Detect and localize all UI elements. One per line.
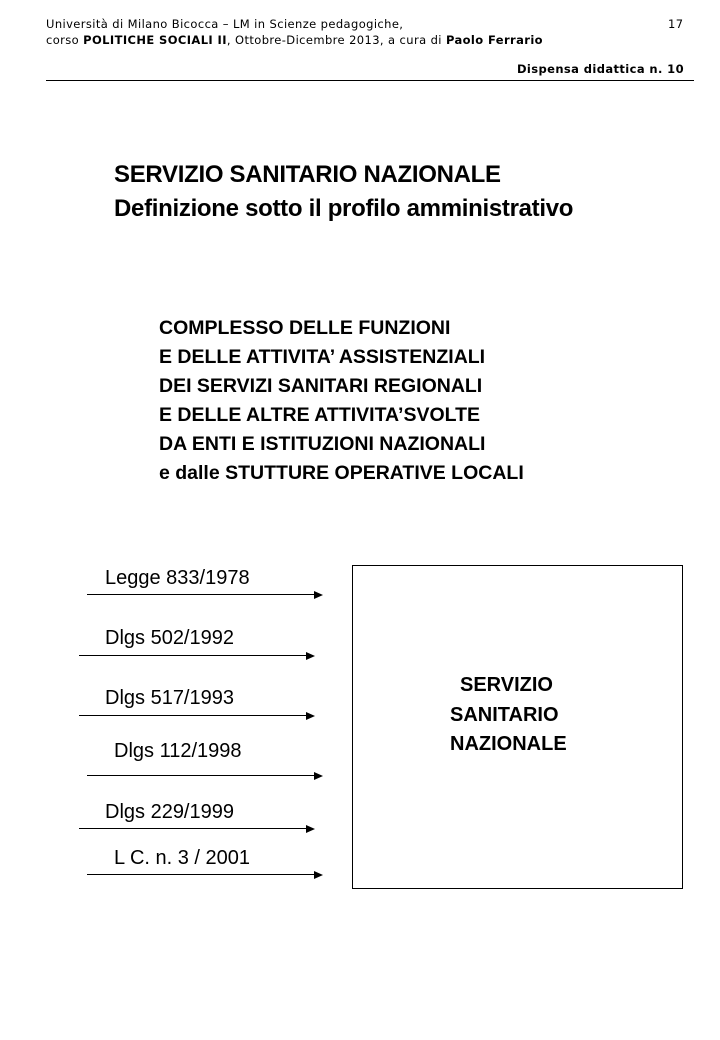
arrow-right-icon [87,588,323,602]
definition-line: E DELLE ATTIVITA’ ASSISTENZIALI [159,346,486,368]
dispensa-label: Dispensa didattica n. 10 [516,62,684,76]
header-institution: Università di Milano Bicocca – LM in Scienze pedagogiche, [46,17,404,31]
definition-line: E DELLE ALTRE ATTIVITA’SVOLTE [159,404,481,426]
page-number: 17 [668,17,684,31]
law-label-2: Dlgs 502/1992 [105,627,234,649]
arrow-right-icon [79,822,315,836]
box-line-1: SERVIZIO [460,674,553,696]
header-course-prefix: corso [46,33,84,47]
header-course-dates: , Ottobre-Dicembre 2013, a cura di [226,33,446,47]
law-label-5: Dlgs 229/1999 [105,801,234,823]
header-course-name: POLITICHE SOCIALI II [83,33,227,47]
header-course-line [46,33,543,48]
definition-line: e dalle STUTTURE OPERATIVE LOCALI [159,462,524,484]
page-subtitle: Definizione sotto il profilo amministrativo [114,195,574,222]
arrow-right-icon [79,709,315,723]
definition-line: DEI SERVIZI SANITARI REGIONALI [159,375,483,397]
law-label-3: Dlgs 517/1993 [105,687,234,709]
arrow-right-icon [87,769,323,783]
law-label-1: Legge 833/1978 [105,567,250,589]
arrow-right-icon [87,868,323,882]
definition-line: COMPLESSO DELLE FUNZIONI [159,317,451,339]
definition-line: DA ENTI E ISTITUZIONI NAZIONALI [159,433,486,455]
law-label-4: Dlgs 112/1998 [114,740,242,762]
definition-block [159,314,524,488]
law-label-6: L C. n. 3 / 2001 [114,847,251,869]
page-title: SERVIZIO SANITARIO NAZIONALE [114,161,501,188]
arrow-right-icon [79,649,315,663]
box-line-3: NAZIONALE [450,733,567,755]
header-divider [46,80,694,81]
header-author: Paolo Ferrario [445,33,543,47]
box-line-2: SANITARIO [450,704,559,726]
